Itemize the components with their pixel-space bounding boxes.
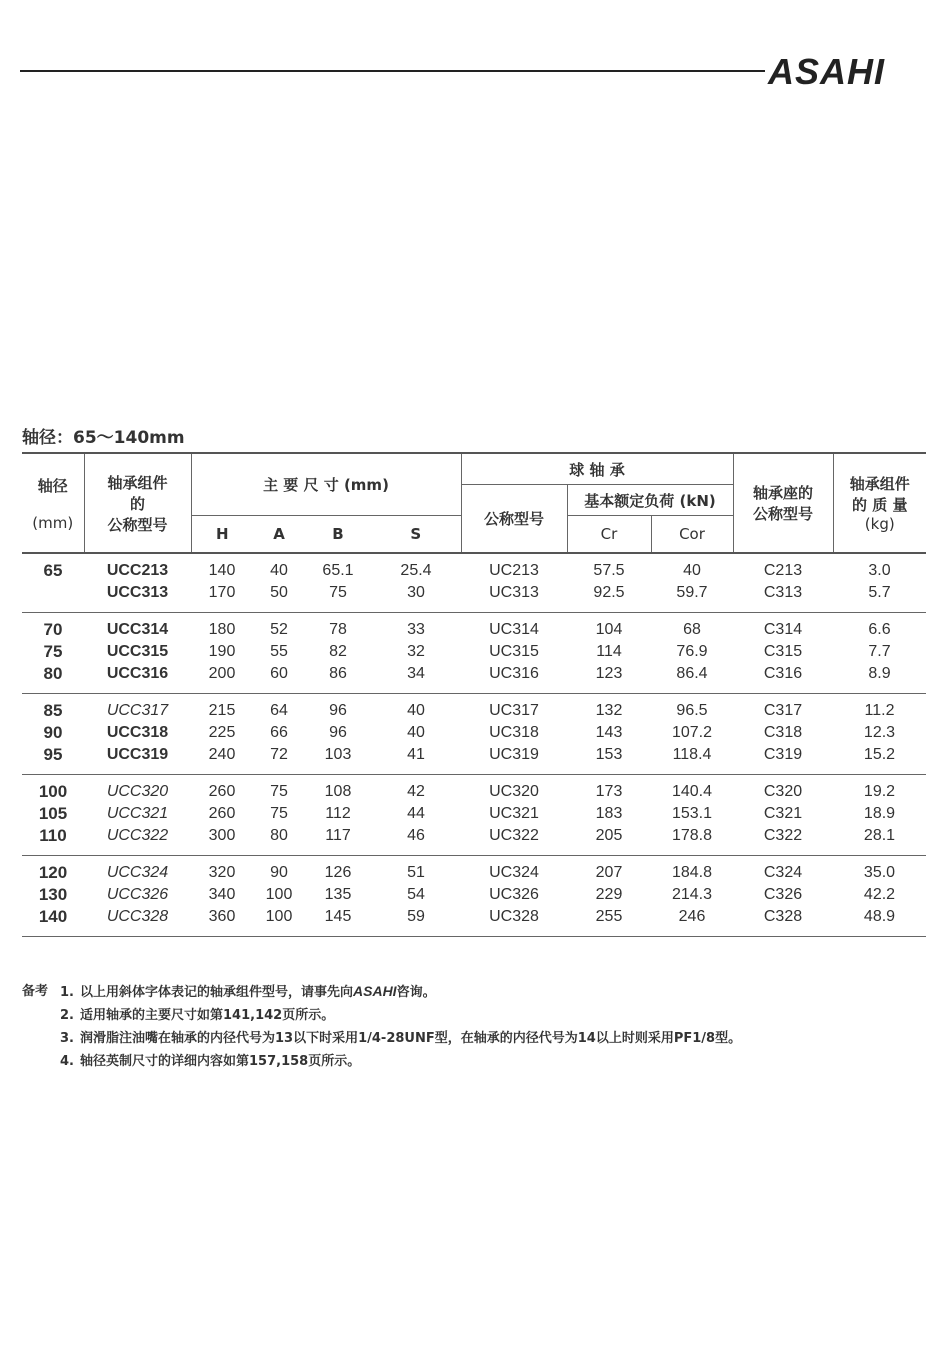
- dim-a-cell: 50: [253, 582, 305, 613]
- header-mass: 轴承组件 的 质 量 (kg): [833, 453, 926, 553]
- dim-b-cell: 108: [324, 783, 352, 800]
- unit-model-cell: UCC314: [106, 621, 169, 638]
- dim-h-cell: 360: [191, 906, 253, 937]
- spec-table-body: [22, 553, 926, 937]
- dim-s-cell: 40: [407, 724, 425, 741]
- unit-model-cell: UCC313: [84, 582, 191, 613]
- bearing-model-cell: UC313: [461, 582, 567, 613]
- bearing-model-cell: UC316: [461, 663, 567, 694]
- cr-cell: 92.5: [567, 582, 651, 613]
- header-dim-b: B: [332, 525, 344, 543]
- header-dim-s: S: [371, 516, 461, 554]
- shaft-cell: 105: [38, 804, 68, 823]
- cr-cell: 207: [595, 864, 623, 881]
- note-item: 1. 以上用斜体字体表记的轴承组件型号，请事先向ASAHI咨询。: [60, 983, 436, 1000]
- shaft-cell: 110: [22, 825, 84, 856]
- cr-cell: 123: [567, 663, 651, 694]
- header-rule: [20, 70, 765, 72]
- dim-s-cell: 46: [371, 825, 461, 856]
- bearing-model-cell: UC326: [489, 886, 539, 903]
- cr-cell: 255: [567, 906, 651, 937]
- header-dim-h: H: [215, 525, 229, 543]
- dim-h-cell: 140: [208, 562, 236, 579]
- shaft-cell: 100: [38, 782, 68, 801]
- dim-b-cell: 135: [324, 886, 352, 903]
- dim-s-cell: 30: [371, 582, 461, 613]
- dim-a-cell: 55: [270, 643, 288, 660]
- shaft-cell: 65: [43, 561, 63, 580]
- table-row: [22, 744, 926, 775]
- cr-cell: 114: [596, 643, 622, 660]
- housing-model-cell: C324: [763, 864, 803, 881]
- bearing-model-cell: UC328: [461, 906, 567, 937]
- housing-model-cell: C328: [733, 906, 833, 937]
- cr-cell: 104: [595, 621, 623, 638]
- bearing-model-cell: UC319: [461, 744, 567, 775]
- dim-s-cell: 41: [371, 744, 461, 775]
- mass-cell: 15.2: [833, 744, 926, 775]
- table-row: [22, 663, 926, 694]
- mass-cell: 28.1: [833, 825, 926, 856]
- unit-model-cell: UCC324: [106, 864, 169, 881]
- cor-cell: 214.3: [671, 886, 713, 903]
- bearing-model-cell: UC315: [489, 643, 539, 660]
- housing-model-cell: C213: [763, 562, 803, 579]
- mass-cell: 3.0: [868, 562, 891, 579]
- cr-cell: 143: [595, 724, 623, 741]
- housing-model-cell: C316: [733, 663, 833, 694]
- inline-brand-logo: ASAHI: [353, 983, 397, 999]
- housing-model-cell: C315: [763, 643, 803, 660]
- dim-a-cell: 100: [265, 886, 293, 903]
- dim-a-cell: 75: [270, 783, 288, 800]
- dim-s-cell: 54: [407, 886, 425, 903]
- dim-s-cell: 25.4: [400, 562, 432, 579]
- mass-cell: 18.9: [863, 805, 896, 822]
- unit-model-cell: UCC317: [106, 702, 169, 719]
- table-row: [22, 553, 926, 582]
- dim-a-cell: 52: [270, 621, 288, 638]
- dim-h-cell: 200: [191, 663, 253, 694]
- table-row: [22, 694, 926, 723]
- unit-model-cell: UCC326: [106, 886, 169, 903]
- dim-h-cell: 340: [208, 886, 236, 903]
- mass-cell: 6.6: [868, 621, 891, 638]
- dim-h-cell: 170: [191, 582, 253, 613]
- cor-cell: 184.8: [671, 864, 713, 881]
- table-row: [22, 613, 926, 642]
- cor-cell: 68: [683, 621, 701, 638]
- shaft-cell: 70: [43, 620, 63, 639]
- shaft-cell: 120: [38, 863, 68, 882]
- dim-h-cell: 260: [208, 805, 236, 822]
- bearing-model-cell: UC317: [489, 702, 539, 719]
- bearing-model-cell: UC314: [489, 621, 539, 638]
- dim-a-cell: 72: [253, 744, 305, 775]
- dim-a-cell: 75: [270, 805, 288, 822]
- unit-model-cell: UCC320: [106, 783, 169, 800]
- dim-b-cell: 78: [329, 621, 347, 638]
- dim-b-cell: 65.1: [322, 562, 354, 579]
- dim-s-cell: 44: [407, 805, 425, 822]
- mass-cell: 7.7: [868, 643, 891, 660]
- table-row: [22, 803, 926, 825]
- bearing-model-cell: UC324: [489, 864, 539, 881]
- housing-model-cell: C320: [763, 783, 803, 800]
- dim-a-cell: 40: [270, 562, 288, 579]
- housing-model-cell: C319: [733, 744, 833, 775]
- housing-model-cell: C322: [733, 825, 833, 856]
- cor-cell: 76.9: [676, 643, 708, 660]
- bearing-model-cell: UC320: [489, 783, 539, 800]
- shaft-cell: 130: [38, 885, 68, 904]
- mass-cell: 8.9: [833, 663, 926, 694]
- table-row: [22, 641, 926, 663]
- header-ball-bearing: 球 轴 承: [461, 453, 733, 485]
- unit-model-cell: UCC318: [106, 724, 169, 741]
- cor-cell: 59.7: [651, 582, 733, 613]
- shaft-cell: 140: [22, 906, 84, 937]
- unit-model-cell: UCC328: [84, 906, 191, 937]
- unit-model-cell: UCC316: [84, 663, 191, 694]
- table-row: [22, 884, 926, 906]
- dim-a-cell: 80: [253, 825, 305, 856]
- notes: [22, 980, 741, 1073]
- notes-label: 备考: [22, 984, 49, 999]
- shaft-cell: 80: [22, 663, 84, 694]
- header-housing-model: 轴承座的 公称型号: [733, 453, 833, 553]
- dim-b-cell: 103: [305, 744, 371, 775]
- dim-a-cell: 66: [270, 724, 288, 741]
- brand-logo: ASAHI: [768, 51, 886, 92]
- header-bearing-model: 公称型号: [461, 485, 567, 554]
- unit-model-cell: UCC319: [84, 744, 191, 775]
- dim-h-cell: 240: [191, 744, 253, 775]
- table-row: [22, 906, 926, 937]
- unit-model-cell: UCC321: [106, 805, 169, 822]
- housing-model-cell: C314: [763, 621, 803, 638]
- dim-a-cell: 90: [270, 864, 288, 881]
- mass-cell: 42.2: [863, 886, 896, 903]
- spec-table: [22, 452, 926, 937]
- dim-b-cell: 82: [329, 643, 347, 660]
- shaft-cell: 85: [43, 701, 63, 720]
- shaft-cell: [22, 582, 84, 613]
- header-basic-load: 基本额定负荷 (kN): [567, 485, 733, 516]
- cor-cell: 96.5: [676, 702, 708, 719]
- housing-model-cell: C317: [763, 702, 803, 719]
- cor-cell: 86.4: [651, 663, 733, 694]
- unit-model-cell: UCC322: [84, 825, 191, 856]
- dim-b-cell: 96: [329, 702, 347, 719]
- mass-cell: 35.0: [863, 864, 896, 881]
- dim-h-cell: 190: [208, 643, 236, 660]
- mass-cell: 48.9: [833, 906, 926, 937]
- cr-cell: 132: [595, 702, 623, 719]
- dim-s-cell: 34: [371, 663, 461, 694]
- dim-h-cell: 320: [208, 864, 236, 881]
- dim-h-cell: 215: [208, 702, 236, 719]
- shaft-cell: 90: [43, 723, 63, 742]
- cor-cell: 118.4: [651, 744, 733, 775]
- table-row: [22, 582, 926, 613]
- dim-h-cell: 180: [208, 621, 236, 638]
- header-cor: Cor: [651, 516, 733, 554]
- cr-cell: 173: [595, 783, 623, 800]
- shaft-cell: 95: [22, 744, 84, 775]
- bearing-model-cell: UC321: [489, 805, 539, 822]
- housing-model-cell: C321: [763, 805, 803, 822]
- dim-a-cell: 100: [253, 906, 305, 937]
- note-item: 2. 适用轴承的主要尺寸如第141,142页所示。: [60, 1008, 335, 1023]
- cor-cell: 40: [683, 562, 701, 579]
- dim-s-cell: 33: [407, 621, 425, 638]
- table-row: [22, 825, 926, 856]
- cor-cell: 140.4: [671, 783, 713, 800]
- dim-a-cell: 60: [253, 663, 305, 694]
- dim-s-cell: 40: [407, 702, 425, 719]
- table-row: [22, 722, 926, 744]
- dim-b-cell: 96: [329, 724, 347, 741]
- unit-model-cell: UCC315: [106, 643, 169, 660]
- cr-cell: 57.5: [593, 562, 625, 579]
- mass-cell: 11.2: [864, 702, 895, 719]
- cor-cell: 178.8: [651, 825, 733, 856]
- dim-b-cell: 112: [325, 805, 351, 822]
- bearing-model-cell: UC318: [489, 724, 539, 741]
- note-item: 3. 润滑脂注油嘴在轴承的内径代号为13以下时采用1/4-28UNF型，在轴承的内径代号为14以上时则采用PF1/8型。: [60, 1031, 742, 1046]
- dim-h-cell: 300: [191, 825, 253, 856]
- bearing-model-cell: UC322: [461, 825, 567, 856]
- header-cr: Cr: [567, 516, 651, 554]
- dim-s-cell: 42: [407, 783, 425, 800]
- bearing-model-cell: UC213: [489, 562, 539, 579]
- mass-cell: 12.3: [863, 724, 896, 741]
- header-main-dims: 主 要 尺 寸 (mm): [191, 453, 461, 516]
- dim-b-cell: 86: [305, 663, 371, 694]
- dim-s-cell: 32: [407, 643, 425, 660]
- dim-s-cell: 59: [371, 906, 461, 937]
- cr-cell: 153: [567, 744, 651, 775]
- cor-cell: 153.1: [671, 805, 713, 822]
- dim-b-cell: 117: [305, 825, 371, 856]
- mass-cell: 5.7: [833, 582, 926, 613]
- table-row: [22, 856, 926, 885]
- dim-h-cell: 225: [208, 724, 236, 741]
- cr-cell: 229: [595, 886, 623, 903]
- housing-model-cell: C313: [733, 582, 833, 613]
- unit-model-cell: UCC213: [106, 562, 169, 579]
- dim-s-cell: 51: [407, 864, 425, 881]
- dim-h-cell: 260: [208, 783, 236, 800]
- section-title: 轴径：65～140mm: [22, 428, 185, 448]
- shaft-cell: 75: [43, 642, 63, 661]
- header-shaft: 轴径 (mm): [22, 453, 84, 553]
- cor-cell: 246: [651, 906, 733, 937]
- note-item: 4. 轴径英制尺寸的详细内容如第157,158页所示。: [60, 1054, 361, 1069]
- table-row: [22, 775, 926, 804]
- mass-cell: 19.2: [863, 783, 896, 800]
- cor-cell: 107.2: [671, 724, 713, 741]
- cr-cell: 205: [567, 825, 651, 856]
- dim-b-cell: 126: [324, 864, 352, 881]
- header-dim-a: A: [273, 525, 285, 543]
- dim-b-cell: 145: [305, 906, 371, 937]
- cr-cell: 183: [595, 805, 623, 822]
- header-unit-model: 轴承组件 的 公称型号: [84, 453, 191, 553]
- housing-model-cell: C318: [763, 724, 803, 741]
- dim-a-cell: 64: [270, 702, 288, 719]
- dim-b-cell: 75: [305, 582, 371, 613]
- housing-model-cell: C326: [763, 886, 803, 903]
